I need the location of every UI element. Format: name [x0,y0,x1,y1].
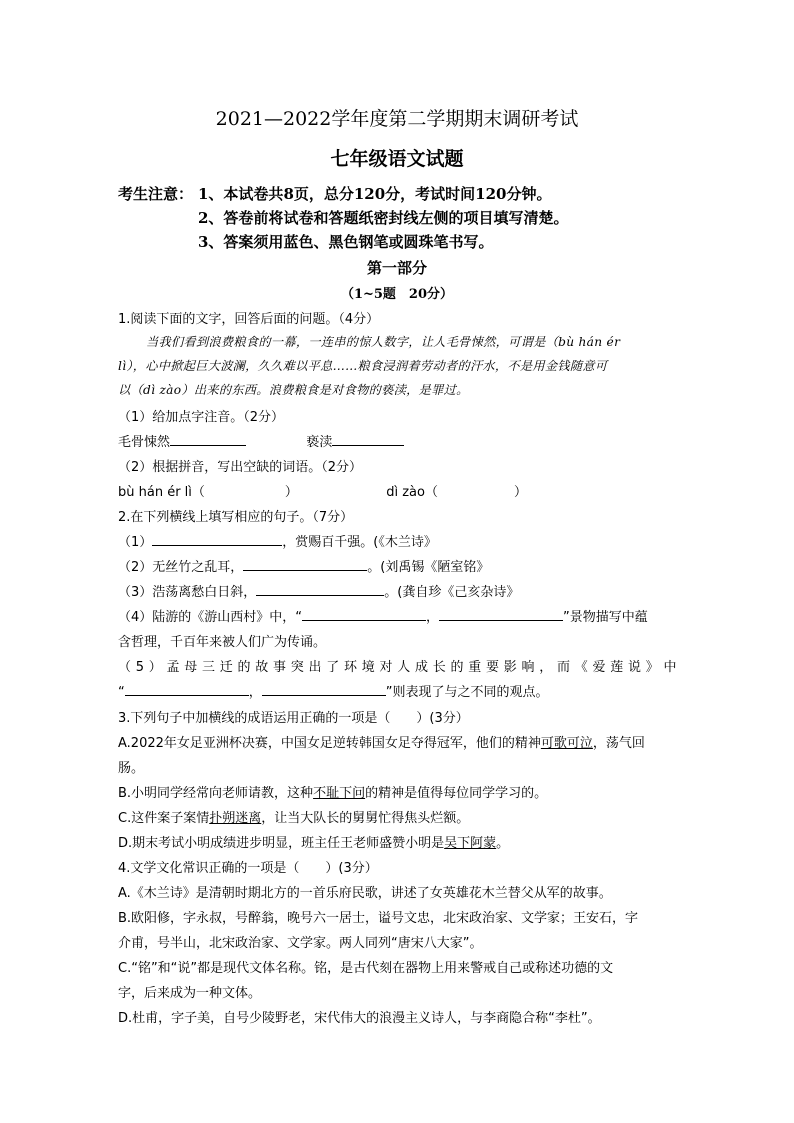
q3-stem: 3.下列句子中加横线的成语运用正确的一项是（ ）(3分） [118,711,469,726]
q4-option-c[interactable]: C.“铭”和“说”都是现代文体名称。铭，是古代刻在器物上用来警戒自己或称述功德的文 [118,961,614,976]
q3-option-d[interactable] [118,832,678,851]
q2-l4-pre: （4）陆游的《游山西村》中，“ [118,610,303,625]
q3-c-text-1: C.这件案子案情 [118,811,210,826]
q1-pinyin-b: dì zào（ [386,485,438,500]
q1-stem: 1.阅读下面的文字，回答后面的问题。（4分） [118,312,380,327]
q3-option-a-cont: 肠。 [118,761,145,776]
q3-option-a[interactable] [118,732,678,751]
q2-l1-post: ，赏赐百千强。(《木兰诗》 [282,535,437,550]
q1-pinyin-a: bù hán ér lì（ [118,485,205,500]
q1-sub1: （1）给加点字注音。（2分） [118,410,285,425]
q2-blank-5b[interactable] [262,682,386,696]
q2-l2-post: 。(刘禹锡《陋室铭》 [367,560,490,575]
q2-l2-pre: （2）无丝竹之乱耳， [118,560,244,575]
q2-line-5b [118,681,678,700]
q2-line-1 [118,531,678,550]
q2-line-4-cont: 含哲理，千百年来被人们广为传诵。 [118,635,327,650]
q1-sub2: （2）根据拼音，写出空缺的词语。（2分） [118,460,363,475]
q1-blank-a[interactable] [170,432,246,446]
q1-word-row [118,431,678,450]
q1-blank-b[interactable] [332,432,404,446]
notice-item-2: 2、答卷前将试卷和答题纸密封线左侧的项目填写清楚。 [198,209,569,227]
q3-c-text-2: ，让当大队长的舅舅忙得焦头烂额。 [261,811,470,826]
q2-blank-2[interactable] [243,557,367,571]
notice-item-1: 1、本试卷共8页，总分120分，考试时间120分钟。 [198,185,552,203]
q2-l5b-post: ”则表现了与之不同的观点。 [385,685,549,700]
q2-l4-mid: ， [426,610,440,625]
q1-paren-b: ） [513,485,527,500]
q4-option-b-cont: 介甫，号半山，北宋政治家、文学家。两人同列“唐宋八大家”。 [118,936,483,951]
q2-l5b-pre: “ [118,685,125,700]
q3-option-c[interactable] [118,807,678,826]
notice-label: 考生注意： [118,185,194,203]
q2-l3-pre: （3）浩荡离愁白日斜， [118,585,257,600]
q2-l1-pre: （1） [118,535,153,550]
q3-a-idiom: 可歌可泣 [540,736,593,751]
q1-word-a: 毛骨悚然 [118,435,171,450]
q3-c-idiom: 扑朔迷离 [209,811,262,826]
q2-l4-post: ”景物描写中蕴 [563,610,648,625]
q3-b-text-1: B.小明同学经常向老师请教，这种 [118,786,314,801]
q2-stem: 2.在下列横线上填写相应的句子。（7分） [118,510,354,525]
q4-option-c-cont: 字，后来成为一种文体。 [118,986,262,1001]
part-range: （1~5题 20分） [340,287,454,302]
q2-blank-5a[interactable] [125,682,249,696]
q2-line-2 [118,556,678,575]
part-title: 第一部分 [366,259,427,277]
q3-b-text-2: 的精神是值得每位同学学习的。 [365,786,548,801]
q1-passage-line-1: 当我们看到浪费粮食的一幕，一连串的惊人数字，让人毛骨悚然，可谓是（bù hán ér [146,335,621,349]
q4-option-d[interactable]: D.杜甫，字子美，自号少陵野老，宋代伟大的浪漫主义诗人，与李商隐合称“李杜”。 [118,1011,601,1026]
q3-a-text-1: A.2022年女足亚洲杯决赛，中国女足逆转韩国女足夺得冠军，他们的精神 [118,736,541,751]
q2-l3-post: 。(龚自珍《己亥杂诗》 [384,585,520,600]
q1-passage-line-3: 以（dì zào）出来的东西。浪费粮食是对食物的亵渎，是罪过。 [118,383,469,397]
q2-line-5: （5）孟母三迁的故事突出了环境对人成长的重要影响，而《爱莲说》中 [118,660,678,675]
q2-line-4 [118,606,678,625]
q2-blank-4a[interactable] [302,607,426,621]
q3-option-b[interactable] [118,782,678,801]
exam-title: 2021—2022学年度第二学期期末调研考试 [215,108,579,130]
q1-word-b: 亵渎 [306,435,333,450]
q4-option-b[interactable]: B.欧阳修，字永叔，号醉翁，晚号六一居士，谥号文忠，北宋政治家、文学家；王安石，字 [118,911,639,926]
notice-item-3: 3、答案须用蓝色、黑色钢笔或圆珠笔书写。 [198,233,494,251]
exam-subtitle: 七年级语文试题 [330,148,464,170]
q1-pinyin-row [118,481,678,500]
q2-l5b-mid: ， [248,685,262,700]
q3-d-idiom: 吴下阿蒙 [444,836,497,851]
q1-paren-a: ） [284,485,298,500]
q2-blank-1[interactable] [152,532,282,546]
q1-passage-line-2: lì），心中掀起巨大波澜，久久难以平息……粮食浸润着劳动者的汗水，不是用金钱随意可 [118,359,608,373]
q4-stem: 4.文学文化常识正确的一项是（ ）(3分） [118,861,378,876]
q3-d-text-2: 。 [496,836,510,851]
q2-blank-3[interactable] [256,582,384,596]
q3-b-idiom: 不耻下问 [313,786,366,801]
q3-d-text-1: D.期末考试小明成绩进步明显，班主任王老师盛赞小明是 [118,836,445,851]
q4-option-a[interactable]: A.《木兰诗》是清朝时期北方的一首乐府民歌，讲述了女英雄花木兰替父从军的故事。 [118,886,612,901]
q2-line-3 [118,581,678,600]
q2-blank-4b[interactable] [439,607,563,621]
q3-a-text-2: ，荡气回 [592,736,645,751]
